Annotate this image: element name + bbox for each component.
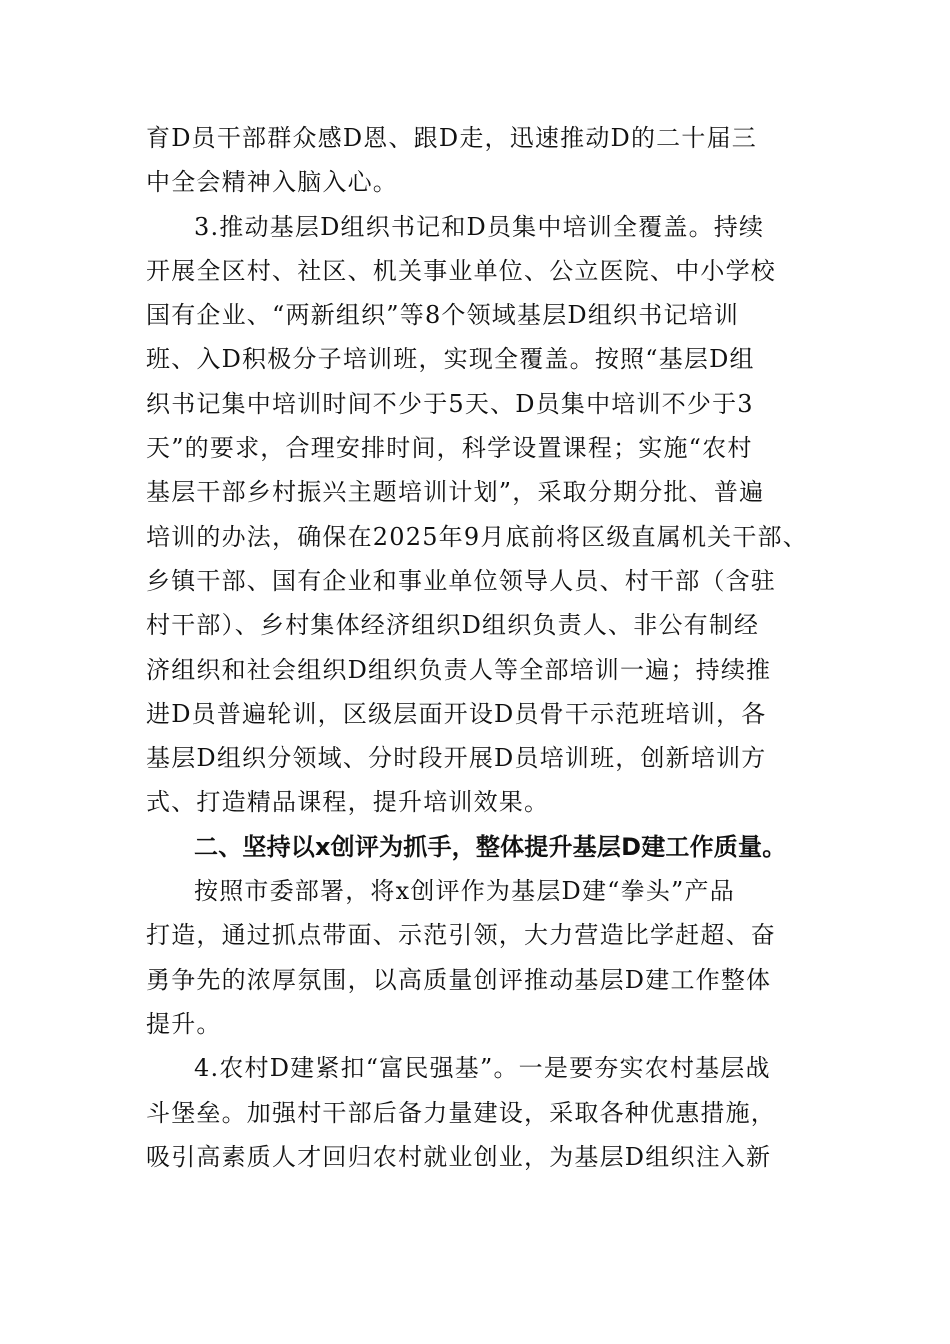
section-heading-line: 二、坚持以x创评为抓手，整体提升基层D建工作质量。 [194, 832, 787, 861]
text-line: 按照市委部署，将x创评作为基层D建“拳头”产品 [194, 877, 735, 906]
text-line: 打造，通过抓点带面、示范引领，大力营造比学赶超、奋 [146, 921, 776, 950]
text-line: 育D员干部群众感D恩、跟D走，迅速推动D的二十届三 [146, 124, 757, 152]
text-line: 式、打造精品课程，提升培训效果。 [146, 788, 550, 817]
text-line: 班、入D积极分子培训班，实现全覆盖。按照“基层D组 [146, 345, 755, 374]
document-body [146, 116, 816, 1179]
text-line: 乡镇干部、国有企业和事业单位领导人员、村干部（含驻 [146, 566, 776, 595]
text-line: 基层干部乡村振兴主题培训计划”，采取分期分批、普遍 [146, 478, 765, 507]
text-line: 培训的办法，确保在2025年9月底前将区级直属机关干部、 [146, 522, 808, 551]
text-line: 天”的要求，合理安排时间，科学设置课程；实施“农村 [146, 434, 753, 463]
text-line: 国有企业、“两新组织”等8个领域基层D组织书记培训 [146, 301, 740, 330]
text-line: 斗堡垒。加强村干部后备力量建设，采取各种优惠措施， [146, 1098, 776, 1127]
text-line: 3.推动基层D组织书记和D员集中培训全覆盖。持续 [194, 212, 765, 241]
text-line: 济组织和社会组织D组织负责人等全部培训一遍；持续推 [146, 655, 772, 684]
text-line: 4.农村D建紧扣“富民强基”。一是要夯实农村基层战 [194, 1054, 771, 1083]
text-line: 吸引高素质人才回归农村就业创业，为基层D组织注入新 [146, 1142, 772, 1171]
text-line: 勇争先的浓厚氛围，以高质量创评推动基层D建工作整体 [146, 965, 772, 994]
text-line: 中全会精神入脑入心。 [146, 168, 398, 197]
text-line: 进D员普遍轮训，区级层面开设D员骨干示范班培训，各 [146, 699, 767, 728]
text-line: 开展全区村、社区、机关事业单位、公立医院、中小学校 [146, 256, 776, 285]
text-line: 基层D组织分领域、分时段开展D员培训班，创新培训方 [146, 744, 767, 773]
text-line: 提升。 [146, 1009, 222, 1038]
text-line: 村干部）、乡村集体经济组织D组织负责人、非公有制经 [146, 611, 760, 640]
text-line: 织书记集中培训时间不少于5天、D员集中培训不少于3 [146, 389, 754, 418]
